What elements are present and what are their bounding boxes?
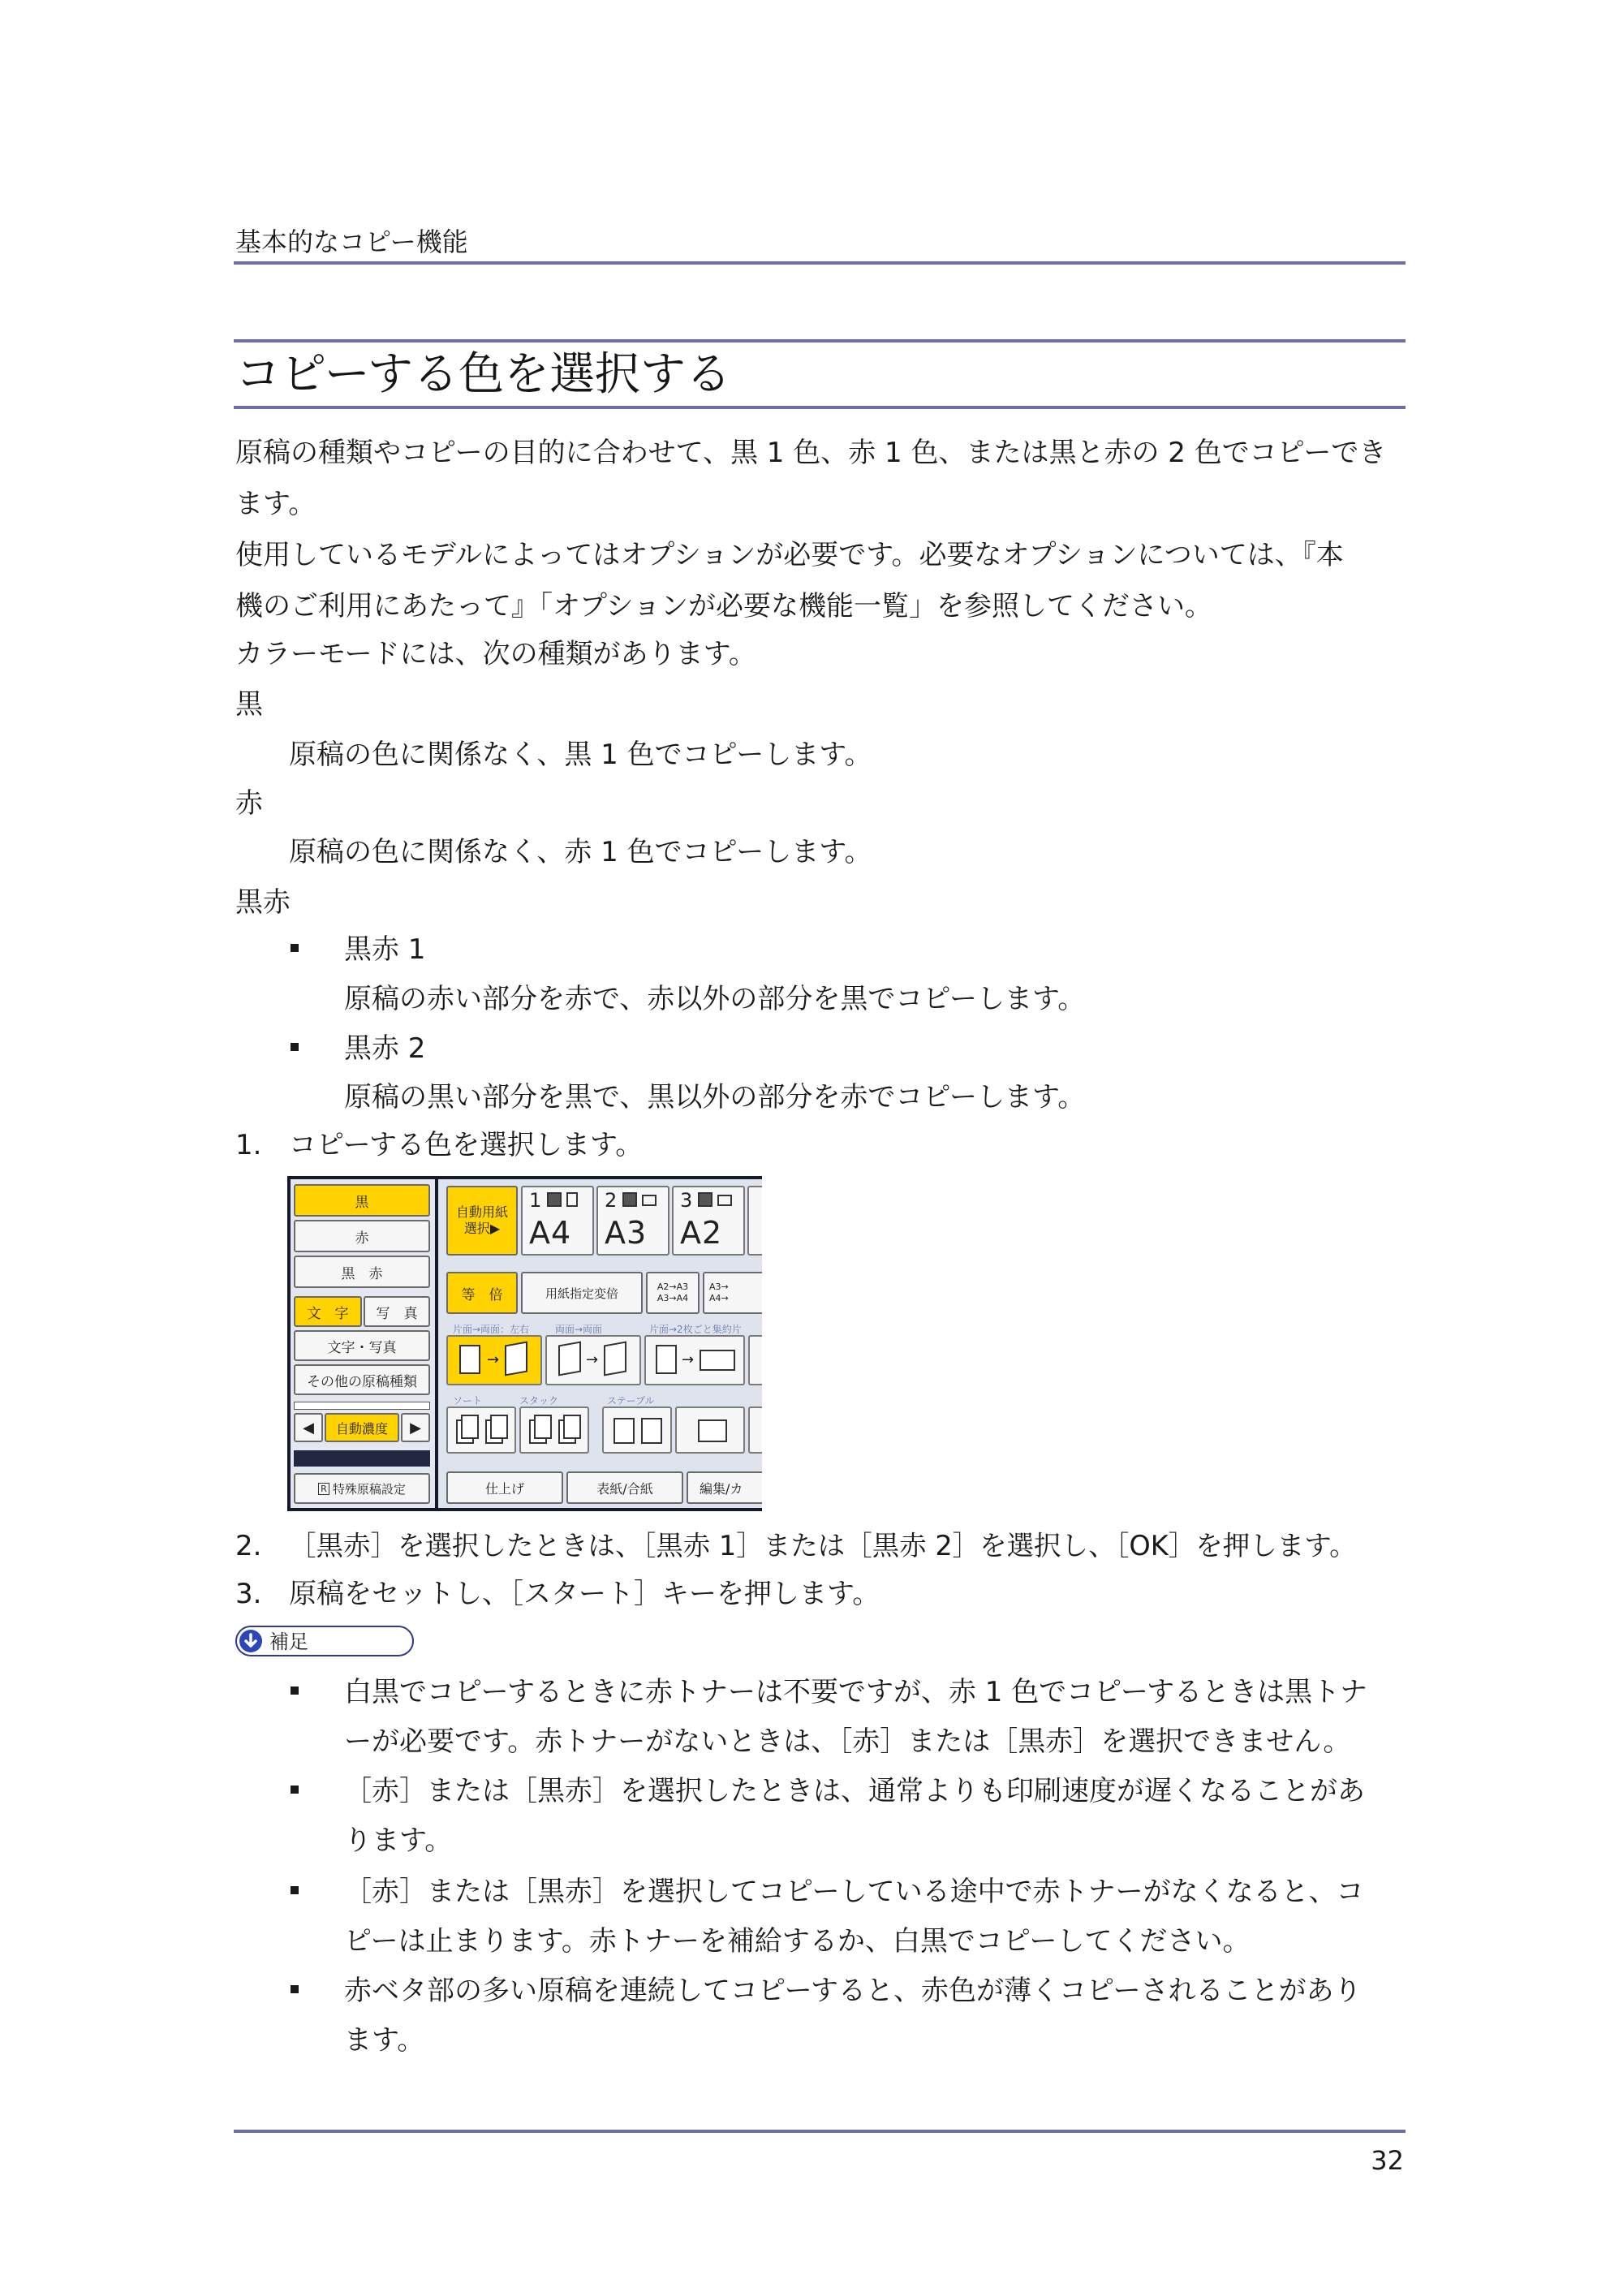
header-rule	[234, 261, 1406, 265]
tray-number: 3	[680, 1189, 693, 1212]
auto-density-button[interactable]: 自動濃度	[325, 1413, 399, 1442]
auto-paper-select-button[interactable]	[446, 1186, 518, 1256]
zoom-preset-label: A4→	[709, 1293, 729, 1303]
duplex-caption: 片面→両面：左右	[453, 1324, 530, 1335]
note-line: ［赤］または［黒赤］を選択したときは、通常よりも印刷速度が遅くなることがあ	[344, 1775, 1365, 1807]
bullet	[291, 1043, 299, 1051]
note-line: ーが必要です。赤トナーがないときは、［赤］または［黒赤］を選択できません。	[344, 1725, 1351, 1758]
paper-size: A4	[529, 1215, 572, 1251]
step-number: 1.	[235, 1129, 262, 1161]
stack-button[interactable]	[519, 1406, 589, 1454]
page-icon	[505, 1342, 527, 1376]
tray-icon	[547, 1192, 562, 1207]
page-icon	[700, 1350, 735, 1371]
staple-button[interactable]	[602, 1406, 672, 1454]
punch-button[interactable]	[675, 1406, 745, 1454]
mode-term-red: 赤	[235, 787, 263, 820]
mode-term-blackred: 黒赤	[235, 886, 291, 919]
paper-tray-3-button[interactable]	[672, 1186, 745, 1256]
step-number: 2.	[235, 1530, 262, 1562]
mode-desc-red: 原稿の色に関係なく、赤 1 色でコピーします。	[289, 836, 872, 868]
note-line: ［赤］または［黒赤］を選択してコピーしている途中で赤トナーがなくなると、コ	[344, 1876, 1364, 1908]
paper-size: A2	[680, 1215, 723, 1251]
blackred-item-desc: 原稿の赤い部分を赤で、赤以外の部分を黒でコピーします。	[344, 983, 1086, 1015]
note-line: 赤ベタ部の多い原稿を連続してコピーすると、赤色が薄くコピーされることがあり	[344, 1975, 1362, 2007]
note-line: ます。	[344, 2024, 425, 2057]
page-icon	[461, 1415, 479, 1439]
blackred-item-name: 黒赤 2	[344, 1032, 426, 1065]
paper-tray-2-button[interactable]	[596, 1186, 669, 1256]
special-original-icon: R	[318, 1483, 329, 1495]
page-icon	[563, 1415, 581, 1439]
finishing-caption: ソート	[453, 1395, 483, 1406]
note-line: ピーは止まります。赤トナーを補給するか、白黒でコピーしてください。	[344, 1925, 1251, 1958]
control-panel-screen	[287, 1176, 762, 1511]
note-line: 白黒でコピーするときに赤トナーは不要ですが、赤 1 色でコピーするときは黒トナ	[344, 1676, 1368, 1708]
bullet	[291, 1786, 299, 1794]
arrow-icon: →	[487, 1351, 500, 1368]
zoom-preset-a3-a4-button[interactable]	[703, 1272, 762, 1314]
finishing-more-button[interactable]	[748, 1406, 762, 1454]
color-blackred-button[interactable]: 黒 赤	[294, 1256, 430, 1288]
page-icon	[604, 1342, 626, 1376]
zoom-preset-a2-a3-button[interactable]	[646, 1272, 700, 1314]
duplex-1to2-button[interactable]	[446, 1335, 542, 1385]
intro-line: ます。	[235, 488, 316, 520]
paper-orientation-icon	[566, 1192, 578, 1207]
intro-line: カラーモードには、次の種類があります。	[235, 638, 756, 670]
same-size-button[interactable]: 等 倍	[446, 1272, 518, 1314]
density-right-button[interactable]: ▶	[401, 1413, 430, 1442]
text-mode-button[interactable]: 文 字	[294, 1296, 362, 1327]
footer-rule	[234, 2130, 1406, 2133]
zoom-preset-label: A2→A3	[657, 1282, 689, 1292]
special-original-label: 特殊原稿設定	[332, 1481, 406, 1497]
arrow-icon: →	[586, 1351, 599, 1368]
auto-paper-label-1: 自動用紙	[455, 1204, 508, 1220]
duplex-caption: 片面→2枚ごと集約片	[649, 1324, 742, 1335]
paper-orientation-icon	[717, 1195, 732, 1206]
photo-mode-button[interactable]: 写 真	[364, 1296, 430, 1327]
down-arrow-icon	[239, 1629, 263, 1653]
density-left-button[interactable]: ◀	[294, 1413, 323, 1442]
special-original-button[interactable]	[294, 1473, 430, 1504]
duplex-caption: 両面→両面	[555, 1324, 603, 1335]
step-number: 3.	[235, 1578, 262, 1610]
bullet	[291, 1686, 299, 1695]
paper-tray-4-button[interactable]	[747, 1186, 762, 1256]
running-header: 基本的なコピー機能	[235, 226, 468, 257]
combine-button[interactable]	[644, 1335, 745, 1385]
mode-term-black: 黒	[235, 688, 263, 721]
note-badge	[235, 1626, 414, 1656]
sort-button[interactable]	[446, 1406, 516, 1454]
zoom-preset-label: A3→A4	[657, 1293, 689, 1303]
page-icon	[459, 1345, 480, 1374]
page-icon	[656, 1345, 677, 1374]
tab-finishing[interactable]: 仕上げ	[446, 1471, 563, 1504]
note-line: ります。	[344, 1824, 453, 1857]
title-top-rule	[234, 339, 1406, 342]
auto-paper-label-2: 選択▶	[463, 1221, 501, 1236]
page-number: 32	[1371, 2145, 1404, 2176]
bullet	[291, 944, 299, 952]
color-black-button[interactable]: 黒	[294, 1184, 430, 1217]
tray-number: 2	[605, 1189, 618, 1212]
text-photo-button[interactable]: 文字・写真	[294, 1330, 430, 1361]
paper-tray-1-button[interactable]	[521, 1186, 594, 1256]
intro-line: 機のご利用にあたって』「オプションが必要な機能一覧」を参照してください。	[235, 590, 1212, 622]
zoom-preset-label: A3→	[709, 1282, 729, 1292]
bullet	[291, 1886, 299, 1894]
blackred-item-desc: 原稿の黒い部分を黒で、黒以外の部分を赤でコピーします。	[344, 1081, 1086, 1114]
duplex-2to2-button[interactable]	[545, 1335, 641, 1385]
duplex-more-button[interactable]	[748, 1335, 762, 1385]
tab-edit[interactable]: 編集/カ	[687, 1471, 762, 1504]
title-bottom-rule	[234, 406, 1406, 409]
other-original-button[interactable]: その他の原稿種類	[294, 1364, 430, 1395]
finishing-caption: スタック	[519, 1395, 559, 1406]
arrow-icon: →	[682, 1351, 695, 1368]
tab-cover-slip[interactable]: 表紙/合紙	[566, 1471, 683, 1504]
tray-icon	[622, 1192, 637, 1207]
intro-line: 使用しているモデルによってはオプションが必要です。必要なオプションについては、『本	[235, 539, 1344, 571]
paper-orientation-icon	[642, 1195, 657, 1206]
step-text: 原稿をセットし、［スタート］キーを押します。	[289, 1578, 880, 1610]
bullet	[291, 1985, 299, 1993]
intro-line: 原稿の種類やコピーの目的に合わせて、黒 1 色、赤 1 色、または黒と赤の 2 色でコピーでき	[235, 437, 1387, 469]
divider	[294, 1450, 430, 1467]
blackred-item-name: 黒赤 1	[344, 933, 426, 966]
step-text: ［黒赤］を選択したときは、［黒赤 1］または［黒赤 2］を選択し、［OK］を押します。	[289, 1530, 1357, 1562]
note-label: 補足	[269, 1630, 308, 1653]
density-scale	[294, 1402, 430, 1410]
color-red-button[interactable]: 赤	[294, 1220, 430, 1252]
tray-number: 1	[529, 1189, 542, 1212]
page-icon	[558, 1342, 581, 1376]
page-title: コピーする色を選択する	[235, 348, 731, 401]
mode-desc-black: 原稿の色に関係なく、黒 1 色でコピーします。	[289, 739, 872, 771]
paper-zoom-button[interactable]: 用紙指定変倍	[521, 1272, 643, 1314]
finishing-caption: ステープル	[607, 1395, 655, 1406]
step-text: コピーする色を選択します。	[289, 1129, 644, 1161]
page-icon	[490, 1415, 508, 1439]
page-icon	[698, 1419, 727, 1442]
page-icon	[641, 1418, 662, 1444]
paper-size: A3	[605, 1215, 648, 1251]
page-icon	[534, 1415, 552, 1439]
page-icon	[613, 1418, 635, 1444]
tray-icon	[698, 1192, 712, 1207]
